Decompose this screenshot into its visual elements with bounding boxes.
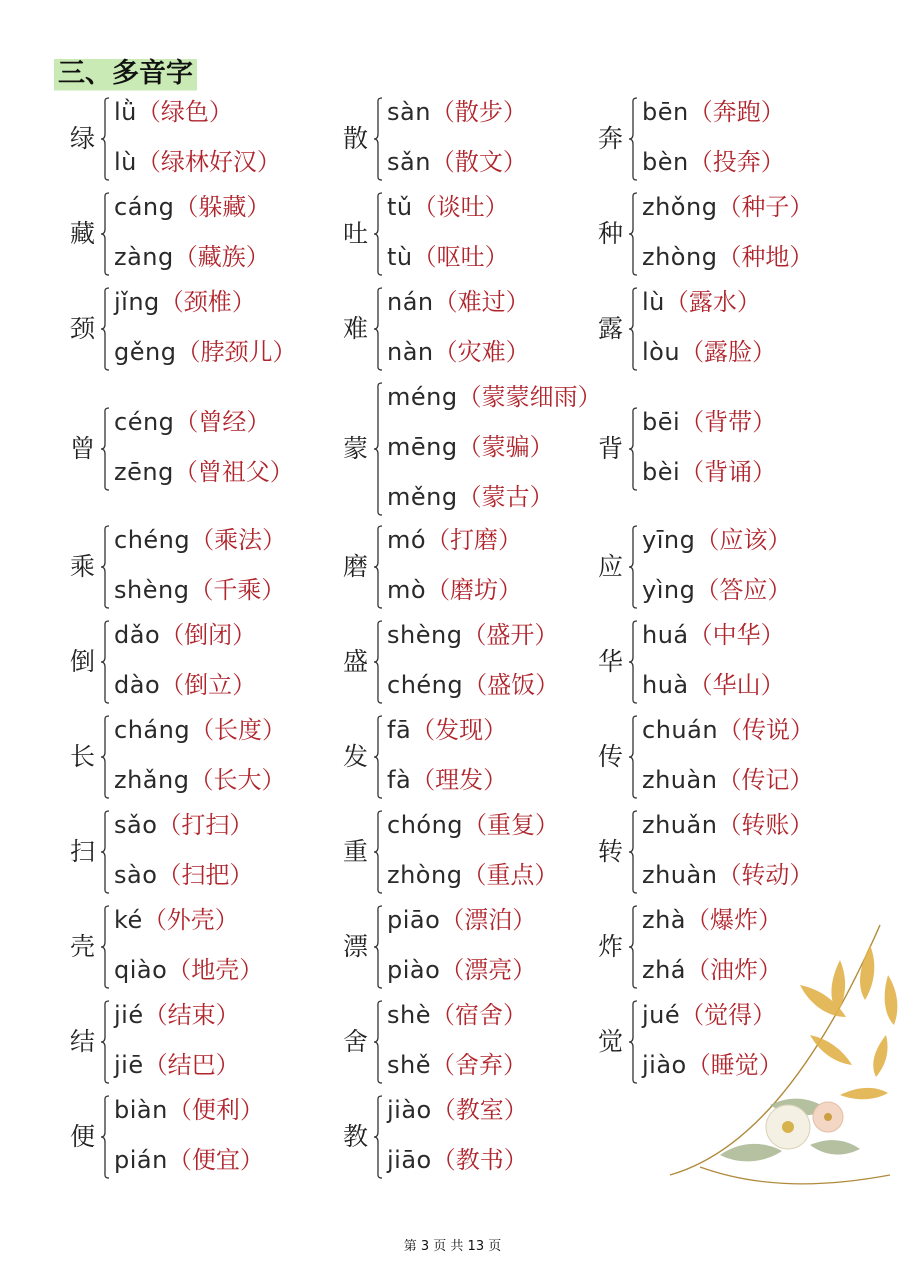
curly-brace: [100, 97, 110, 181]
polyphone-char: 扫: [70, 837, 96, 866]
example-word: （种子）: [717, 193, 814, 221]
curly-brace: [100, 810, 110, 894]
pinyin: chuán: [642, 716, 719, 744]
polyphone-char: 露: [598, 314, 624, 343]
reading-line: [114, 860, 253, 890]
pinyin: sǎo: [114, 811, 158, 839]
example-word: （投奔）: [688, 148, 785, 176]
polyphone-char: 颈: [70, 314, 96, 343]
curly-brace: [373, 620, 383, 704]
polyphone-char: 长: [70, 742, 96, 771]
example-word: （脖颈儿）: [176, 338, 297, 366]
example-word: （答应）: [695, 576, 792, 604]
pinyin: sào: [114, 861, 158, 889]
polyphone-char: 倒: [70, 647, 96, 676]
pinyin: cáng: [114, 193, 175, 221]
reading-line: [387, 810, 559, 840]
example-word: （呕吐）: [412, 243, 509, 271]
example-word: （扫把）: [157, 861, 254, 889]
example-word: （背诵）: [680, 458, 777, 486]
curly-brace: [100, 1095, 110, 1179]
polyphone-char: 背: [598, 434, 624, 463]
example-word: （教书）: [431, 1146, 528, 1174]
pinyin: yīng: [642, 526, 696, 554]
reading-line: [114, 1000, 240, 1030]
section-title: 三、多音字: [54, 56, 197, 92]
polyphone-char: 藏: [70, 219, 96, 248]
curly-brace: [373, 1000, 383, 1084]
example-word: （蒙古）: [457, 483, 554, 511]
reading-line: [642, 147, 785, 177]
curly-brace: [628, 525, 638, 609]
pinyin: shèng: [387, 621, 463, 649]
curly-brace: [628, 620, 638, 704]
reading-line: [114, 1050, 240, 1080]
pinyin: piāo: [387, 906, 441, 934]
pinyin: lù: [642, 288, 665, 316]
pinyin: zàng: [114, 243, 174, 271]
example-word: （转账）: [717, 811, 814, 839]
curly-brace: [373, 525, 383, 609]
pinyin: méng: [387, 383, 458, 411]
reading-line: [114, 765, 285, 795]
polyphone-char: 炸: [598, 932, 624, 961]
example-word: （曾经）: [174, 408, 271, 436]
polyphone-char: 转: [598, 837, 624, 866]
pinyin: chéng: [387, 671, 464, 699]
example-word: （倒立）: [160, 671, 257, 699]
example-word: （漂泊）: [440, 906, 537, 934]
pinyin: bēn: [642, 98, 689, 126]
curly-brace: [100, 715, 110, 799]
pinyin: zhòng: [387, 861, 463, 889]
example-word: （结束）: [143, 1001, 240, 1029]
example-word: （奔跑）: [688, 98, 785, 126]
pinyin: zhǎng: [114, 766, 190, 794]
example-word: （绿色）: [136, 98, 233, 126]
polyphone-char: 曾: [70, 434, 96, 463]
pinyin: qiào: [114, 956, 168, 984]
example-word: （磨坊）: [426, 576, 523, 604]
example-word: （教室）: [431, 1096, 528, 1124]
reading-line: [114, 575, 285, 605]
example-word: （便利）: [167, 1096, 264, 1124]
reading-line: [387, 1000, 527, 1030]
pinyin: bèi: [642, 458, 681, 486]
pinyin: zhǒng: [642, 193, 718, 221]
pinyin: shèng: [114, 576, 190, 604]
reading-line: [387, 382, 602, 412]
curly-brace: [100, 192, 110, 276]
curly-brace: [100, 1000, 110, 1084]
example-word: （应该）: [695, 526, 792, 554]
pinyin: mò: [387, 576, 427, 604]
curly-brace: [628, 97, 638, 181]
example-word: （难过）: [433, 288, 530, 316]
polyphone-char: 难: [343, 314, 369, 343]
reading-line: [114, 337, 296, 367]
reading-line: [642, 715, 814, 745]
example-word: （盛饭）: [463, 671, 560, 699]
example-word: （颈椎）: [159, 288, 256, 316]
pinyin: fà: [387, 766, 412, 794]
pinyin: sǎn: [387, 148, 431, 176]
pinyin: yìng: [642, 576, 696, 604]
reading-line: [114, 1145, 264, 1175]
polyphone-char: 绿: [70, 124, 96, 153]
polyphone-char: 散: [343, 124, 369, 153]
pinyin: piào: [387, 956, 441, 984]
reading-line: [387, 287, 530, 317]
example-word: （华山）: [688, 671, 785, 699]
pinyin: huá: [642, 621, 689, 649]
example-word: （传说）: [718, 716, 815, 744]
pinyin: sàn: [387, 98, 431, 126]
pinyin: nàn: [387, 338, 434, 366]
reading-line: [387, 192, 509, 222]
curly-brace: [373, 905, 383, 989]
reading-line: [114, 147, 281, 177]
curly-brace: [628, 810, 638, 894]
example-word: （传记）: [717, 766, 814, 794]
reading-line: [387, 715, 507, 745]
flower-leaf-decoration: [660, 905, 905, 1205]
example-word: （灾难）: [433, 338, 530, 366]
pinyin: jié: [114, 1001, 144, 1029]
reading-line: [642, 765, 813, 795]
reading-line: [387, 1145, 528, 1175]
pinyin: zēng: [114, 458, 174, 486]
pinyin: bēi: [642, 408, 681, 436]
curly-brace: [100, 905, 110, 989]
reading-line: [387, 1095, 528, 1125]
pinyin: fā: [387, 716, 412, 744]
pinyin: jiào: [387, 1096, 432, 1124]
pinyin: lòu: [642, 338, 681, 366]
pinyin: nán: [387, 288, 434, 316]
pinyin: lǜ: [114, 98, 137, 126]
reading-line: [387, 97, 527, 127]
curly-brace: [100, 287, 110, 371]
example-word: （打磨）: [426, 526, 523, 554]
example-word: （千乘）: [189, 576, 286, 604]
pinyin: zhuàn: [642, 766, 718, 794]
example-word: （倒闭）: [160, 621, 257, 649]
curly-brace: [373, 1095, 383, 1179]
reading-line: [642, 407, 776, 437]
pinyin: zhà: [642, 906, 687, 934]
polyphone-char: 奔: [598, 124, 624, 153]
reading-line: [114, 810, 253, 840]
curly-brace: [373, 382, 383, 516]
pinyin: dào: [114, 671, 161, 699]
curly-brace: [100, 620, 110, 704]
polyphone-char: 教: [343, 1122, 369, 1151]
polyphone-char: 觉: [598, 1027, 624, 1056]
reading-line: [642, 192, 813, 222]
pinyin: ké: [114, 906, 143, 934]
reading-line: [642, 287, 761, 317]
reading-line: [642, 525, 791, 555]
curly-brace: [628, 192, 638, 276]
curly-brace: [628, 407, 638, 491]
reading-line: [114, 670, 256, 700]
example-word: （绿林好汉）: [136, 148, 281, 176]
reading-line: [387, 1050, 527, 1080]
pinyin: zhuàn: [642, 861, 718, 889]
reading-line: [114, 955, 263, 985]
polyphone-char: 结: [70, 1027, 96, 1056]
example-word: （露水）: [664, 288, 761, 316]
example-word: （乘法）: [190, 526, 287, 554]
polyphone-char: 舍: [343, 1027, 369, 1056]
reading-line: [387, 242, 509, 272]
curly-brace: [628, 905, 638, 989]
reading-line: [114, 525, 286, 555]
reading-line: [387, 337, 530, 367]
polyphone-char: 种: [598, 219, 624, 248]
reading-line: [114, 905, 239, 935]
example-word: （谈吐）: [412, 193, 509, 221]
example-word: （藏族）: [173, 243, 270, 271]
reading-line: [114, 192, 270, 222]
reading-line: [642, 337, 776, 367]
pinyin: jiào: [642, 1051, 687, 1079]
example-word: （发现）: [411, 716, 508, 744]
pinyin: pián: [114, 1146, 168, 1174]
pinyin: dǎo: [114, 621, 161, 649]
example-word: （躲藏）: [174, 193, 271, 221]
pinyin: gěng: [114, 338, 177, 366]
example-word: （曾祖父）: [173, 458, 294, 486]
example-word: （背带）: [680, 408, 777, 436]
polyphone-char: 应: [598, 552, 624, 581]
polyphone-char: 吐: [343, 219, 369, 248]
pinyin: shè: [387, 1001, 431, 1029]
reading-line: [642, 670, 785, 700]
example-word: （重复）: [463, 811, 560, 839]
reading-line: [114, 407, 270, 437]
example-word: （觉得）: [680, 1001, 777, 1029]
pinyin: cháng: [114, 716, 191, 744]
example-word: （种地）: [717, 243, 814, 271]
reading-line: [114, 242, 270, 272]
reading-line: [114, 1095, 264, 1125]
pinyin: tù: [387, 243, 413, 271]
curly-brace: [373, 810, 383, 894]
reading-line: [387, 670, 559, 700]
pinyin: mó: [387, 526, 427, 554]
reading-line: [387, 765, 507, 795]
pinyin: jiāo: [387, 1146, 432, 1174]
reading-line: [387, 482, 554, 512]
reading-line: [642, 860, 813, 890]
polyphone-char: 壳: [70, 932, 96, 961]
example-word: （便宜）: [167, 1146, 264, 1174]
example-word: （地壳）: [167, 956, 264, 984]
example-word: （长度）: [190, 716, 287, 744]
reading-line: [387, 955, 536, 985]
example-word: （中华）: [688, 621, 785, 649]
example-word: （油炸）: [686, 956, 783, 984]
polyphone-char: 磨: [343, 552, 369, 581]
example-word: （蒙骗）: [457, 433, 554, 461]
page-footer: 第 3 页 共 13 页: [403, 1239, 502, 1254]
pinyin: jué: [642, 1001, 681, 1029]
curly-brace: [628, 715, 638, 799]
example-word: （重点）: [462, 861, 559, 889]
example-word: （外壳）: [142, 906, 239, 934]
curly-brace: [100, 407, 110, 491]
polyphone-char: 便: [70, 1122, 96, 1151]
pinyin: shě: [387, 1051, 431, 1079]
polyphone-char: 漂: [343, 932, 369, 961]
polyphone-char: 华: [598, 647, 624, 676]
reading-line: [387, 575, 522, 605]
pinyin: zhá: [642, 956, 687, 984]
reading-line: [114, 620, 256, 650]
example-word: （转动）: [717, 861, 814, 889]
polyphone-char: 传: [598, 742, 624, 771]
polyphone-char: 蒙: [343, 434, 369, 463]
pinyin: lù: [114, 148, 137, 176]
pinyin: chóng: [387, 811, 464, 839]
reading-line: [642, 810, 813, 840]
pinyin: huà: [642, 671, 689, 699]
pinyin: jiē: [114, 1051, 144, 1079]
pinyin: jǐng: [114, 288, 160, 316]
curly-brace: [628, 287, 638, 371]
pinyin: biàn: [114, 1096, 168, 1124]
example-word: （爆炸）: [686, 906, 783, 934]
curly-brace: [100, 525, 110, 609]
pinyin: tǔ: [387, 193, 413, 221]
reading-line: [114, 715, 286, 745]
polyphone-char: 乘: [70, 552, 96, 581]
example-word: （理发）: [411, 766, 508, 794]
reading-line: [387, 432, 554, 462]
example-word: （长大）: [189, 766, 286, 794]
reading-line: [387, 905, 536, 935]
polyphone-char: 重: [343, 837, 369, 866]
polyphone-char: 盛: [343, 647, 369, 676]
pinyin: bèn: [642, 148, 689, 176]
pinyin: zhuǎn: [642, 811, 718, 839]
reading-line: [642, 97, 785, 127]
reading-line: [387, 147, 527, 177]
example-word: （散文）: [430, 148, 527, 176]
reading-line: [387, 620, 558, 650]
reading-line: [114, 287, 256, 317]
reading-line: [642, 575, 791, 605]
example-word: （散步）: [430, 98, 527, 126]
example-word: （盛开）: [462, 621, 559, 649]
example-word: （蒙蒙细雨）: [457, 383, 602, 411]
curly-brace: [373, 715, 383, 799]
example-word: （露脸）: [680, 338, 777, 366]
polyphone-char: 发: [343, 742, 369, 771]
reading-line: [642, 242, 813, 272]
reading-line: [114, 457, 294, 487]
reading-line: [387, 525, 522, 555]
curly-brace: [373, 192, 383, 276]
example-word: （漂亮）: [440, 956, 537, 984]
pinyin: chéng: [114, 526, 191, 554]
example-word: （打扫）: [157, 811, 254, 839]
pinyin: zhòng: [642, 243, 718, 271]
reading-line: [114, 97, 233, 127]
pinyin: céng: [114, 408, 175, 436]
example-word: （结巴）: [143, 1051, 240, 1079]
curly-brace: [628, 1000, 638, 1084]
reading-line: [642, 620, 785, 650]
example-word: （舍弃）: [430, 1051, 527, 1079]
pinyin: měng: [387, 483, 458, 511]
curly-brace: [373, 97, 383, 181]
reading-line: [642, 457, 776, 487]
pinyin: mēng: [387, 433, 458, 461]
reading-line: [387, 860, 558, 890]
example-word: （睡觉）: [686, 1051, 783, 1079]
example-word: （宿舍）: [430, 1001, 527, 1029]
curly-brace: [373, 287, 383, 371]
